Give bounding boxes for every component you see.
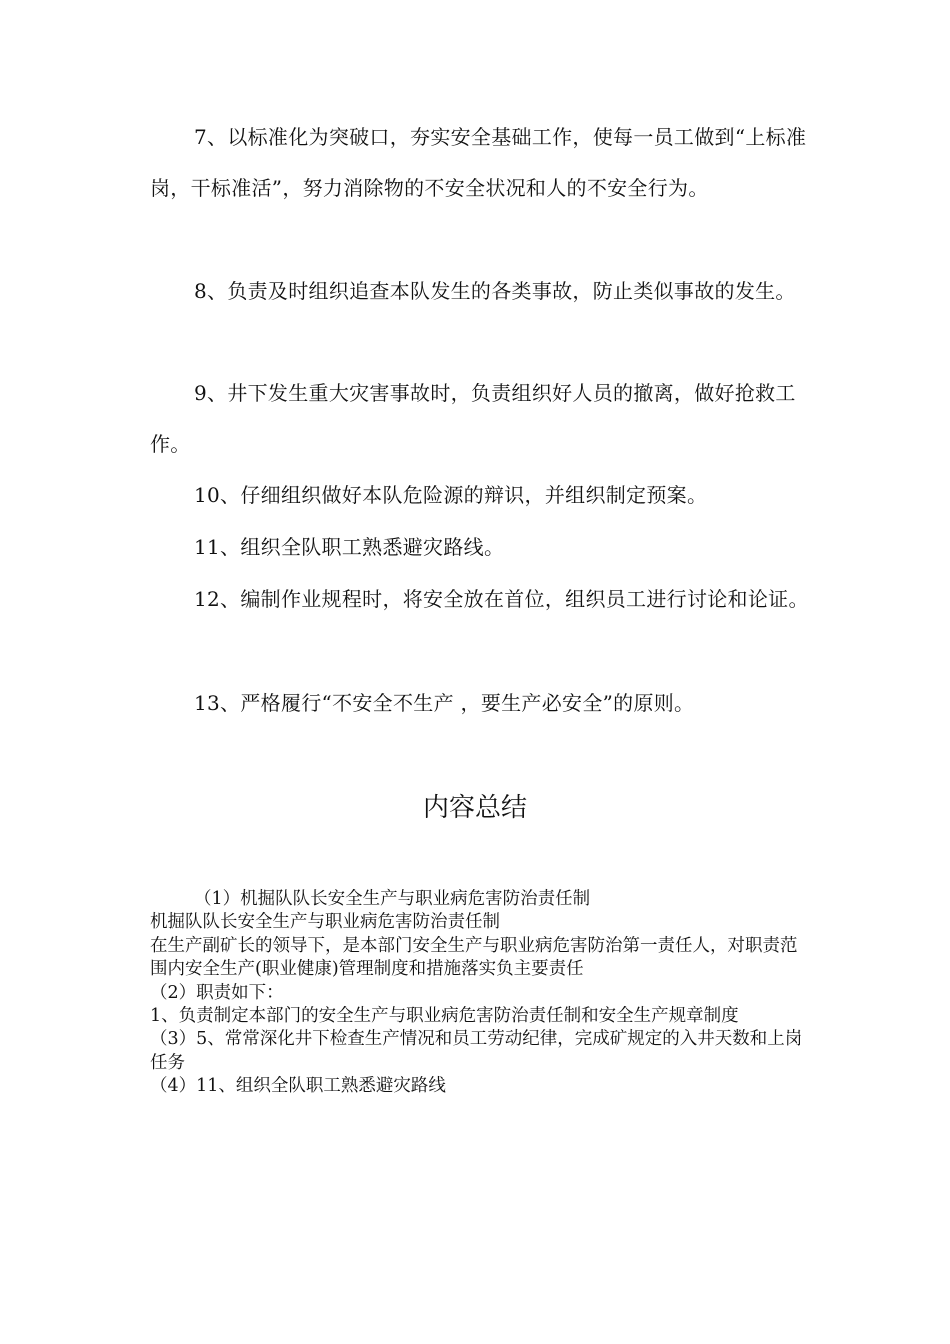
paragraph-item-8: 8、负责及时组织追查本队发生的各类事故，防止类似事故的发生。: [194, 279, 796, 303]
summary-line-7: （4）11、组织全队职工熟悉避灾路线: [150, 1076, 446, 1097]
summary-line-2: 机掘队队长安全生产与职业病危害防治责任制: [150, 912, 500, 933]
summary-title: 内容总结: [422, 793, 527, 823]
summary-line-1: （1）机掘队队长安全生产与职业病危害防治责任制: [194, 889, 591, 909]
paragraph-item-13: 13、严格履行“不安全不生产 ，要生产必安全”的原则。: [194, 691, 695, 715]
paragraph-item-7: 7、以标准化为突破口，夯实安全基础工作，使每一员工做到“上标准岗，干标准活”，努力消除物的不安全状况和人的不安全行为。: [150, 125, 807, 200]
summary-line-5: 1、负责制定本部门的安全生产与职业病危害防治责任制和安全生产规章制度: [150, 1006, 739, 1027]
paragraph-item-10: 10、仔细组织做好本队危险源的辩识，并组织制定预案。: [194, 483, 708, 507]
summary-line-6: （3）5、常常深化井下检查生产情况和员工劳动纪律，完成矿规定的入井天数和上岗任务: [150, 1029, 803, 1073]
paragraph-item-9: 9、井下发生重大灾害事故时，负责组织好人员的撤离，做好抢救工作。: [150, 381, 796, 456]
paragraph-item-11: 11、组织全队职工熟悉避灾路线。: [194, 535, 505, 559]
paragraph-item-12: 12、编制作业规程时，将安全放在首位，组织员工进行讨论和论证。: [194, 587, 809, 611]
summary-block: [150, 888, 810, 1099]
summary-line-3: 在生产副矿长的领导下，是本部门安全生产与职业病危害防治第一责任人，对职责范围内安全生产(职业健康)管理制度和措施落实负主要责任: [150, 935, 798, 980]
summary-line-4: （2）职责如下：: [150, 982, 284, 1003]
